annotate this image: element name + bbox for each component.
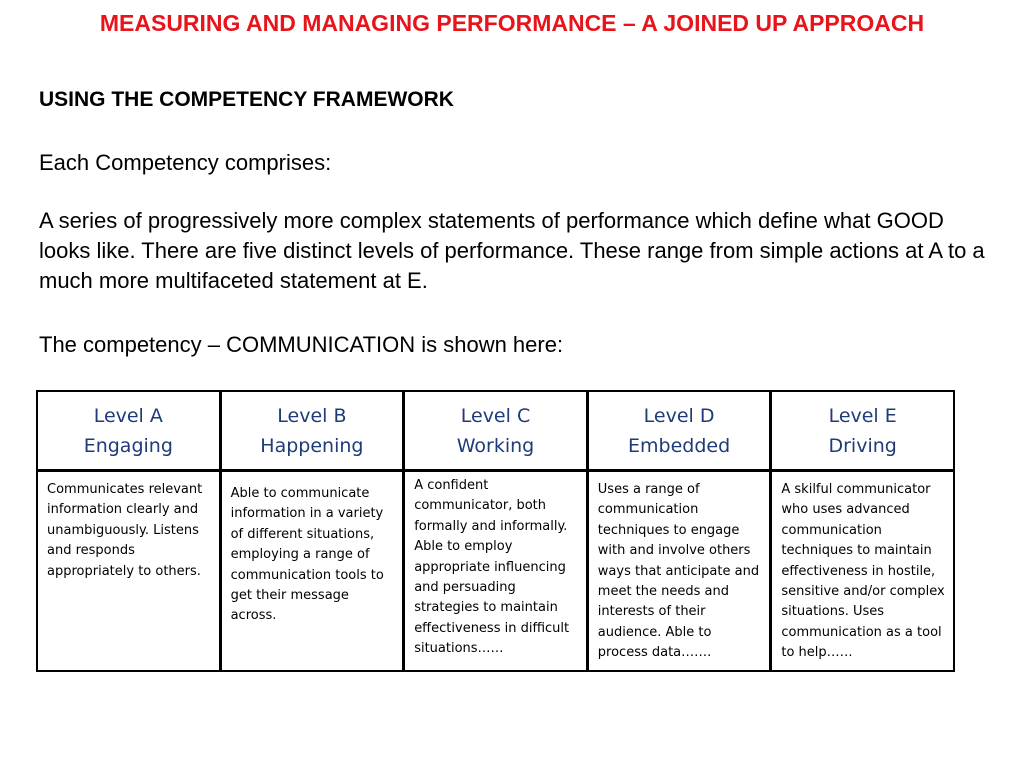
level-name: Embedded: [628, 434, 731, 457]
level-column-d: [589, 392, 773, 670]
level-description: Uses a range of communication techniques to engage with and involve others ways that anticipate and meet the needs and interests of their audience. Able to process data…….: [597, 482, 760, 661]
level-header: [38, 392, 219, 472]
level-name: Happening: [260, 434, 364, 457]
level-label: Level E: [828, 404, 897, 427]
level-label: Level B: [277, 404, 347, 427]
level-description: Communicates relevant information clearly and unambiguously. Listens and responds appropriately to others.: [47, 482, 203, 579]
level-header: [222, 392, 403, 472]
level-label: Level A: [93, 404, 163, 427]
intro-text: Each Competency comprises:: [39, 150, 332, 175]
level-header: [772, 392, 953, 472]
slide-title: MEASURING AND MANAGING PERFORMANCE – A JOINED UP APPROACH: [99, 10, 925, 36]
lead-in-text: The competency – COMMUNICATION is shown here:: [39, 332, 564, 357]
level-header: [405, 392, 586, 472]
level-column-c: [405, 392, 589, 670]
level-column-e: [772, 392, 953, 670]
section-heading: USING THE COMPETENCY FRAMEWORK: [39, 88, 454, 111]
level-description: Able to communicate information in a variety of different situations, employing a range of communication tools to get their message across.: [230, 486, 384, 624]
level-description: A skilful communicator who uses advanced communication techniques to maintain effectiveness in hostile, sensitive and/or complex situations. Uses communication as a tool to help……: [781, 482, 945, 661]
level-label: Level D: [643, 404, 715, 427]
level-column-b: [222, 392, 406, 670]
level-name: Driving: [828, 434, 897, 457]
level-column-a: [38, 392, 222, 670]
level-name: Working: [456, 434, 535, 457]
level-description: A confident communicator, both formally and informally. Able to employ appropriate influencing and persuading strategies to maintain effectiveness in difficult situations……: [414, 478, 570, 657]
level-header: [589, 392, 770, 472]
competency-levels-table: [36, 390, 955, 672]
level-label: Level C: [460, 404, 531, 427]
description-text: A series of progressively more complex statements of performance which define what GOOD looks like. There are five distinct levels of performance. These range from simple actions at A to a much more multifaceted statement at E.: [39, 208, 985, 293]
level-name: Engaging: [83, 434, 173, 457]
